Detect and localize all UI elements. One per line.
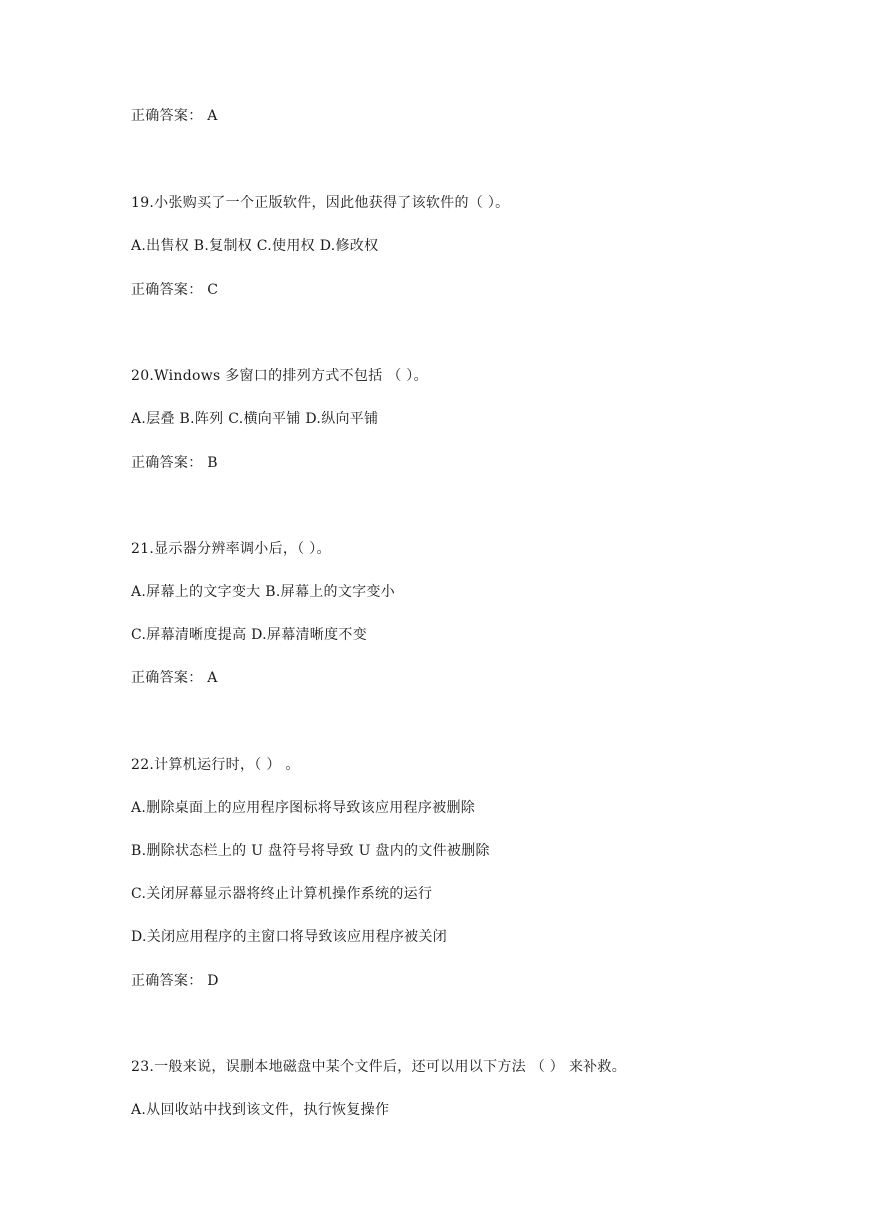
options-19: A.出售权 B.复制权 C.使用权 D.修改权 bbox=[131, 238, 379, 254]
question-21: 21.显示器分辨率调小后，（ ）。 bbox=[131, 541, 331, 557]
question-23: 23.一般来说，误删本地磁盘中某个文件后，还可以用以下方法 （ ） 来补救。 bbox=[131, 1059, 627, 1075]
options-20: A.层叠 B.阵列 C.横向平铺 D.纵向平铺 bbox=[131, 411, 379, 427]
answer-20: 正确答案： B bbox=[131, 455, 218, 471]
option-23-a: A.从回收站中找到该文件，执行恢复操作 bbox=[131, 1102, 390, 1118]
options-21-a-b: A.屏幕上的文字变大 B.屏幕上的文字变小 bbox=[131, 584, 396, 600]
option-22-c: C.关闭屏幕显示器将终止计算机操作系统的运行 bbox=[131, 886, 433, 902]
option-22-d: D.关闭应用程序的主窗口将导致该应用程序被关闭 bbox=[131, 929, 448, 945]
question-22: 22.计算机运行时，（ ） 。 bbox=[131, 757, 300, 773]
answer-19: 正确答案： C bbox=[131, 282, 219, 298]
question-19: 19.小张购买了一个正版软件，因此他获得了该软件的（ ）。 bbox=[131, 195, 510, 211]
option-22-a: A.删除桌面上的应用程序图标将导致该应用程序被删除 bbox=[131, 800, 476, 816]
options-21-c-d: C.屏幕清晰度提高 D.屏幕清晰度不变 bbox=[131, 627, 367, 643]
option-22-b: B.删除状态栏上的 U 盘符号将导致 U 盘内的文件被删除 bbox=[131, 843, 490, 859]
answer-18: 正确答案： A bbox=[131, 108, 218, 124]
answer-21: 正确答案： A bbox=[131, 670, 218, 686]
question-20: 20.Windows 多窗口的排列方式不包括 （ ）。 bbox=[131, 368, 428, 384]
answer-22: 正确答案： D bbox=[131, 973, 219, 989]
